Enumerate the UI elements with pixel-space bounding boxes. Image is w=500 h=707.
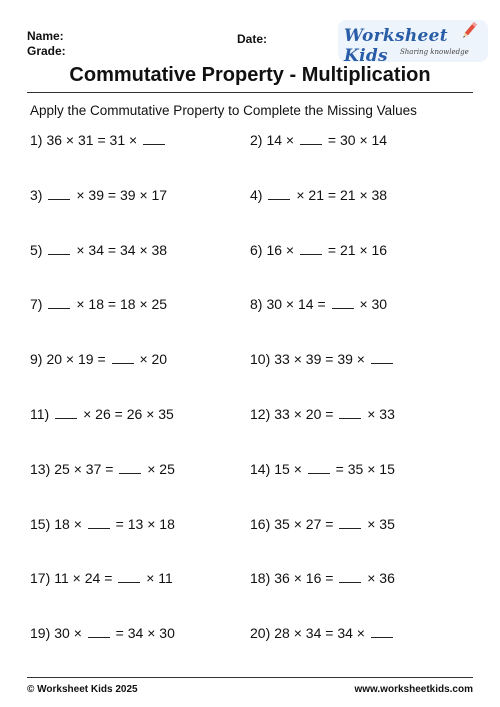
problem-17 bbox=[30, 569, 173, 587]
operator: = bbox=[325, 515, 334, 532]
answer-blank[interactable] bbox=[371, 350, 393, 364]
operator: = bbox=[327, 186, 337, 203]
problem-number: 8) bbox=[250, 296, 263, 313]
operator: × bbox=[146, 406, 155, 422]
operator: × bbox=[367, 570, 376, 587]
operand: 31 bbox=[78, 132, 94, 148]
operator: = bbox=[115, 625, 124, 642]
operand: 35 bbox=[274, 515, 290, 532]
operator: × bbox=[73, 625, 82, 642]
operand: 38 bbox=[151, 241, 168, 258]
operand: 39 bbox=[337, 351, 353, 368]
operator: × bbox=[139, 186, 148, 203]
operand: 26 bbox=[126, 406, 143, 422]
answer-blank[interactable] bbox=[48, 295, 70, 309]
problem-8 bbox=[250, 295, 387, 313]
operand: 39 bbox=[88, 186, 104, 203]
operator: = bbox=[325, 351, 334, 368]
operator: × bbox=[356, 351, 365, 368]
problem-number: 9) bbox=[30, 351, 43, 368]
answer-blank[interactable] bbox=[339, 405, 361, 419]
operator: × bbox=[73, 460, 82, 477]
operand: 21 bbox=[339, 241, 356, 258]
operator: × bbox=[76, 241, 85, 258]
operator: = bbox=[327, 241, 337, 258]
answer-blank[interactable] bbox=[339, 569, 361, 583]
problem-number: 13) bbox=[30, 460, 51, 477]
worksheet-kids-logo bbox=[338, 20, 488, 66]
answer-blank[interactable] bbox=[88, 515, 110, 529]
operator: = bbox=[325, 570, 334, 587]
problem-2 bbox=[250, 131, 387, 149]
operand: 20 bbox=[305, 406, 322, 422]
operand: 11 bbox=[54, 570, 69, 587]
answer-blank[interactable] bbox=[332, 295, 354, 309]
problem-9 bbox=[30, 350, 167, 368]
answer-blank[interactable] bbox=[48, 241, 70, 255]
problem-number: 11) bbox=[30, 406, 50, 422]
operand: 15 bbox=[274, 460, 290, 477]
operator: × bbox=[367, 406, 376, 422]
operator: × bbox=[367, 460, 376, 477]
operand: 21 bbox=[308, 186, 324, 203]
operand: 24 bbox=[84, 570, 101, 587]
problem-number: 17) bbox=[30, 570, 51, 587]
operator: × bbox=[65, 351, 75, 368]
operator: × bbox=[359, 132, 368, 148]
logo-brand: Worksheet Kids bbox=[344, 26, 448, 66]
operator: × bbox=[139, 351, 148, 368]
answer-blank[interactable] bbox=[112, 350, 134, 364]
operator: × bbox=[285, 241, 295, 258]
answer-blank[interactable] bbox=[48, 186, 70, 200]
operand: 33 bbox=[379, 406, 395, 422]
problem-6 bbox=[250, 241, 387, 259]
operand: 30 bbox=[159, 625, 175, 642]
answer-blank[interactable] bbox=[119, 460, 141, 474]
operand: 14 bbox=[371, 132, 388, 148]
problem-18 bbox=[250, 569, 395, 587]
operator: × bbox=[147, 515, 156, 532]
operator: × bbox=[356, 625, 365, 642]
problem-number: 18) bbox=[250, 570, 271, 587]
operand: 14 bbox=[266, 132, 283, 148]
operator: = bbox=[327, 132, 337, 148]
operand: 35 bbox=[347, 460, 364, 477]
problem-number: 14) bbox=[250, 460, 271, 477]
operand: 34 bbox=[305, 625, 322, 642]
problem-number: 12) bbox=[250, 406, 271, 422]
problem-12 bbox=[250, 405, 395, 423]
header-divider bbox=[27, 92, 473, 93]
problem-16 bbox=[250, 515, 395, 533]
operand: 20 bbox=[151, 351, 168, 368]
operand: 39 bbox=[119, 186, 136, 203]
operand: 34 bbox=[119, 241, 136, 258]
operator: × bbox=[76, 186, 85, 203]
problem-4 bbox=[250, 186, 387, 204]
operator: = bbox=[325, 406, 334, 422]
operand: 26 bbox=[95, 406, 111, 422]
operand: 34 bbox=[127, 625, 144, 642]
operand: 21 bbox=[339, 186, 356, 203]
date-label: Date: bbox=[237, 32, 268, 46]
operator: = bbox=[97, 132, 106, 148]
problem-number: 7) bbox=[30, 296, 43, 313]
operator: × bbox=[146, 570, 155, 587]
problem-10 bbox=[250, 350, 395, 368]
operator: × bbox=[293, 460, 302, 477]
problem-13 bbox=[30, 460, 175, 478]
operator: × bbox=[293, 570, 302, 587]
answer-blank[interactable] bbox=[308, 460, 330, 474]
operand: 28 bbox=[274, 625, 290, 642]
operator: × bbox=[359, 241, 368, 258]
operator: = bbox=[115, 515, 124, 532]
operand: 25 bbox=[54, 460, 70, 477]
operator: × bbox=[296, 186, 305, 203]
operator: × bbox=[83, 406, 92, 422]
problem-5 bbox=[30, 241, 167, 259]
operator: × bbox=[359, 296, 368, 313]
operand: 18 bbox=[159, 515, 175, 532]
pencil-icon bbox=[458, 20, 480, 42]
operand: 16 bbox=[266, 241, 283, 258]
operator: × bbox=[72, 570, 81, 587]
footer-copyright: © Worksheet Kids 2025 bbox=[27, 684, 138, 695]
operand: 11 bbox=[158, 570, 173, 587]
operand: 34 bbox=[337, 625, 353, 642]
problem-11 bbox=[30, 405, 174, 423]
operand: 15 bbox=[379, 460, 395, 477]
logo-tagline: Sharing knowledge bbox=[400, 48, 469, 56]
operand: 37 bbox=[85, 460, 102, 477]
operator: × bbox=[367, 515, 376, 532]
operand: 30 bbox=[54, 625, 70, 642]
operator: × bbox=[147, 460, 156, 477]
name-label: Name: bbox=[27, 29, 64, 43]
operator: × bbox=[285, 132, 295, 148]
operator: = bbox=[325, 625, 334, 642]
problem-number: 20) bbox=[250, 625, 271, 642]
problem-3 bbox=[30, 186, 167, 204]
answer-blank[interactable] bbox=[118, 569, 140, 583]
answer-blank[interactable] bbox=[339, 515, 361, 529]
operand: 18 bbox=[119, 296, 136, 313]
problem-19 bbox=[30, 624, 175, 642]
answer-blank[interactable] bbox=[88, 624, 110, 638]
operator: = bbox=[105, 460, 114, 477]
operand: 30 bbox=[266, 296, 283, 313]
footer-website: www.worksheetkids.com bbox=[354, 684, 473, 695]
page-title: Commutative Property - Multiplication bbox=[69, 64, 431, 86]
operator: = bbox=[317, 296, 326, 313]
operand: 36 bbox=[46, 132, 63, 148]
problem-number: 2) bbox=[250, 132, 263, 148]
operand: 30 bbox=[371, 296, 388, 313]
problem-20 bbox=[250, 624, 395, 642]
operator: × bbox=[73, 515, 82, 532]
operator: × bbox=[129, 132, 138, 148]
problem-number: 3) bbox=[30, 186, 43, 203]
answer-blank[interactable] bbox=[371, 624, 393, 638]
operator: × bbox=[359, 186, 368, 203]
problem-number: 1) bbox=[30, 132, 43, 148]
operand: 27 bbox=[305, 515, 322, 532]
footer-divider bbox=[27, 677, 473, 678]
operator: = bbox=[335, 460, 344, 477]
operator: = bbox=[97, 351, 106, 368]
answer-blank[interactable] bbox=[143, 131, 165, 145]
operand: 16 bbox=[371, 241, 388, 258]
problem-number: 15) bbox=[30, 515, 51, 532]
operand: 13 bbox=[127, 515, 144, 532]
operator: × bbox=[139, 296, 148, 313]
answer-blank[interactable] bbox=[300, 241, 322, 255]
problem-number: 4) bbox=[250, 186, 263, 203]
operand: 18 bbox=[88, 296, 104, 313]
operand: 36 bbox=[274, 570, 290, 587]
operand: 34 bbox=[88, 241, 104, 258]
operator: × bbox=[293, 625, 302, 642]
instructions: Apply the Commutative Property to Complete the Missing Values bbox=[30, 103, 417, 118]
operand: 33 bbox=[274, 351, 290, 368]
operand: 35 bbox=[379, 515, 395, 532]
operand: 25 bbox=[159, 460, 175, 477]
operand: 35 bbox=[158, 406, 174, 422]
operator: × bbox=[147, 625, 156, 642]
operand: 17 bbox=[151, 186, 168, 203]
operator: = bbox=[107, 296, 117, 313]
operand: 19 bbox=[78, 351, 94, 368]
operator: = bbox=[107, 186, 117, 203]
operand: 30 bbox=[339, 132, 356, 148]
answer-blank[interactable] bbox=[300, 131, 322, 145]
problem-number: 16) bbox=[250, 515, 271, 532]
operator: × bbox=[65, 132, 75, 148]
operator: = bbox=[107, 241, 117, 258]
operand: 18 bbox=[54, 515, 70, 532]
operator: × bbox=[293, 406, 302, 422]
operand: 16 bbox=[305, 570, 322, 587]
operator: = bbox=[114, 406, 123, 422]
operand: 20 bbox=[46, 351, 63, 368]
operator: × bbox=[293, 351, 302, 368]
problem-number: 6) bbox=[250, 241, 263, 258]
operator: × bbox=[76, 296, 85, 313]
operand: 36 bbox=[379, 570, 395, 587]
problem-number: 5) bbox=[30, 241, 43, 258]
operator: = bbox=[104, 570, 113, 587]
operator: × bbox=[293, 515, 302, 532]
operand: 39 bbox=[305, 351, 322, 368]
answer-blank[interactable] bbox=[55, 405, 77, 419]
operand: 25 bbox=[151, 296, 168, 313]
problem-number: 19) bbox=[30, 625, 51, 642]
operator: × bbox=[285, 296, 295, 313]
operator: × bbox=[139, 241, 148, 258]
problem-7 bbox=[30, 295, 167, 313]
operand: 33 bbox=[274, 406, 290, 422]
problem-14 bbox=[250, 460, 395, 478]
problem-15 bbox=[30, 515, 175, 533]
operand: 38 bbox=[371, 186, 388, 203]
operand: 31 bbox=[109, 132, 126, 148]
grade-label: Grade: bbox=[27, 44, 66, 58]
problem-1 bbox=[30, 131, 167, 149]
problem-number: 10) bbox=[250, 351, 271, 368]
operand: 14 bbox=[298, 296, 314, 313]
answer-blank[interactable] bbox=[268, 186, 290, 200]
